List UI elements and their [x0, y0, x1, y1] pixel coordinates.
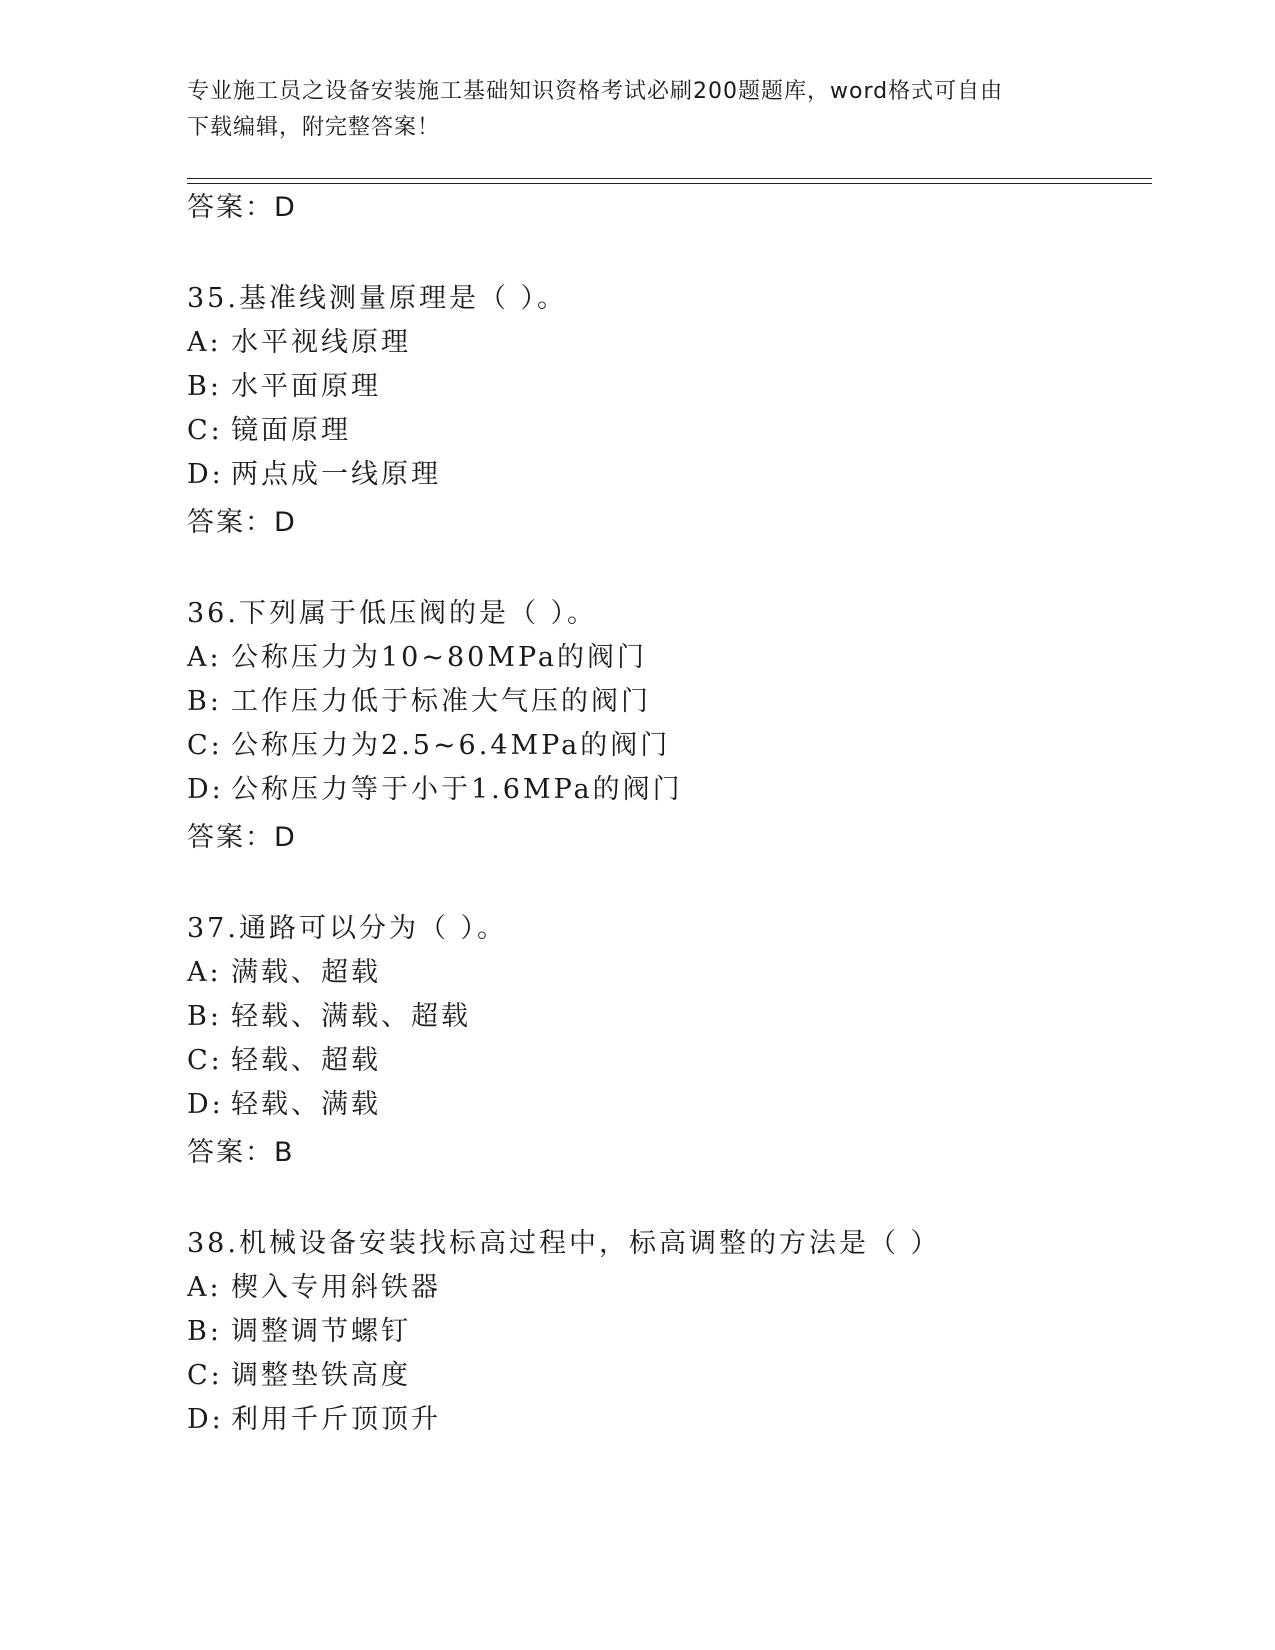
option-key: C: — [187, 415, 223, 446]
option-a — [187, 1271, 441, 1305]
answer-line: 答案：D — [187, 192, 297, 223]
option-key: A: — [187, 327, 222, 358]
option-key: D: — [187, 1089, 224, 1120]
option-c — [187, 1044, 381, 1078]
option-a — [187, 641, 647, 675]
option-d — [187, 458, 441, 492]
option-text: 镜面原理 — [231, 415, 351, 446]
option-text: 工作压力低于标准大气压的阀门 — [231, 686, 651, 717]
header-divider-bottom — [187, 183, 1152, 184]
option-d — [187, 773, 683, 807]
option-d — [187, 1403, 441, 1437]
option-d — [187, 1088, 381, 1122]
option-text: 满载、超载 — [231, 957, 381, 988]
answer-line: 答案：D — [187, 507, 297, 538]
option-text: 轻载、超载 — [231, 1045, 381, 1076]
option-text: 利用千斤顶顶升 — [231, 1404, 441, 1435]
option-key: D: — [187, 459, 224, 490]
option-key: B: — [187, 1001, 222, 1032]
option-text: 轻载、满载 — [231, 1089, 381, 1120]
answer-line: 答案：D — [187, 822, 297, 853]
question-stem: 35.基准线测量原理是（ ）。 — [187, 283, 568, 314]
question-stem: 36.下列属于低压阀的是（ ）。 — [187, 598, 598, 629]
option-key: C: — [187, 1045, 223, 1076]
option-a — [187, 956, 381, 990]
option-b — [187, 685, 651, 719]
option-key: A: — [187, 1272, 222, 1303]
answer-line: 答案：B — [187, 1137, 295, 1168]
header-line-1: 专业施工员之设备安装施工基础知识资格考试必刷200题题库，word格式可自由 — [187, 79, 1004, 104]
option-key: A: — [187, 957, 222, 988]
option-b — [187, 1315, 411, 1349]
question-stem: 38.机械设备安装找标高过程中，标高调整的方法是（ ） — [187, 1228, 941, 1259]
option-b — [187, 370, 381, 404]
document-header — [187, 74, 1087, 146]
option-key: C: — [187, 1360, 223, 1391]
option-b — [187, 1000, 471, 1034]
option-text: 楔入专用斜铁器 — [231, 1272, 441, 1303]
option-text: 公称压力等于小于1.6MPa的阀门 — [231, 774, 683, 805]
option-key: B: — [187, 1316, 222, 1347]
header-line-2: 下载编辑，附完整答案！ — [187, 115, 441, 140]
option-c — [187, 729, 670, 763]
option-text: 公称压力为2.5~6.4MPa的阀门 — [231, 730, 671, 761]
option-key: C: — [187, 730, 223, 761]
option-c — [187, 414, 351, 448]
option-text: 调整垫铁高度 — [231, 1360, 411, 1391]
question-stem: 37.通路可以分为（ ）。 — [187, 913, 508, 944]
option-key: B: — [187, 371, 222, 402]
option-key: D: — [187, 1404, 224, 1435]
option-c — [187, 1359, 411, 1393]
option-text: 调整调节螺钉 — [231, 1316, 411, 1347]
option-key: D: — [187, 774, 224, 805]
option-key: B: — [187, 686, 222, 717]
option-a — [187, 326, 411, 360]
header-divider-top — [187, 178, 1152, 179]
option-text: 水平面原理 — [231, 371, 381, 402]
option-key: A: — [187, 642, 222, 673]
option-text: 轻载、满载、超载 — [231, 1001, 471, 1032]
option-text: 水平视线原理 — [231, 327, 411, 358]
option-text: 公称压力为10~80MPa的阀门 — [231, 642, 648, 673]
option-text: 两点成一线原理 — [231, 459, 441, 490]
